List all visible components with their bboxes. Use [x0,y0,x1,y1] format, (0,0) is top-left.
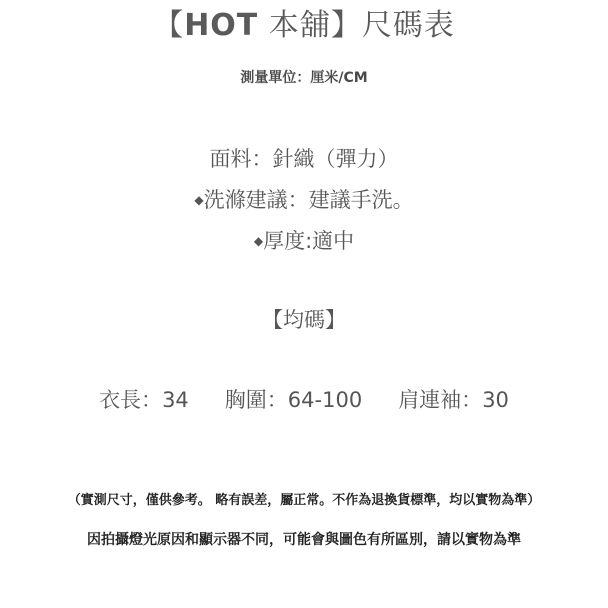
thickness-text: 厚度:適中 [263,229,355,253]
measure-chest [225,386,362,414]
color-disclaimer: 因拍攝燈光原因和顯示器不同，可能會與圖色有所區別，請以實物為準 [87,532,521,548]
measure-value: 64-100 [287,388,363,412]
measure-label: 胸圍： [224,388,288,412]
measurements-row [0,386,608,414]
title-bracket-close: 】 [330,8,362,43]
title-shop: 本舖 [258,8,331,43]
page-title [0,6,608,46]
wash-text: 洗滌建議：建議手洗。 [203,188,414,212]
fabric-info: 面料：針織（彈力） [209,147,399,171]
measure-shoulder-sleeve [398,386,509,414]
measure-value: 30 [482,388,509,412]
measure-value: 34 [162,388,189,412]
title-hot: HOT [184,8,259,43]
thickness-info [0,227,608,255]
measurement-unit: 測量單位：厘米/CM [240,70,368,86]
size-label: 【均碼】 [262,308,346,332]
measure-label: 肩連袖： [398,388,483,412]
diamond-icon: ◆ [253,234,264,248]
title-size-chart: 尺碼表 [361,8,455,43]
measurement-note: （實測尺寸，僅供參考。 略有誤差，屬正常。不作為退換貨標準，均以實物為準） [67,493,541,508]
diamond-icon: ◆ [194,193,204,207]
measure-length [99,386,189,414]
wash-info [0,186,608,214]
measure-label: 衣長： [99,388,163,412]
title-bracket-open: 【 [153,8,185,43]
